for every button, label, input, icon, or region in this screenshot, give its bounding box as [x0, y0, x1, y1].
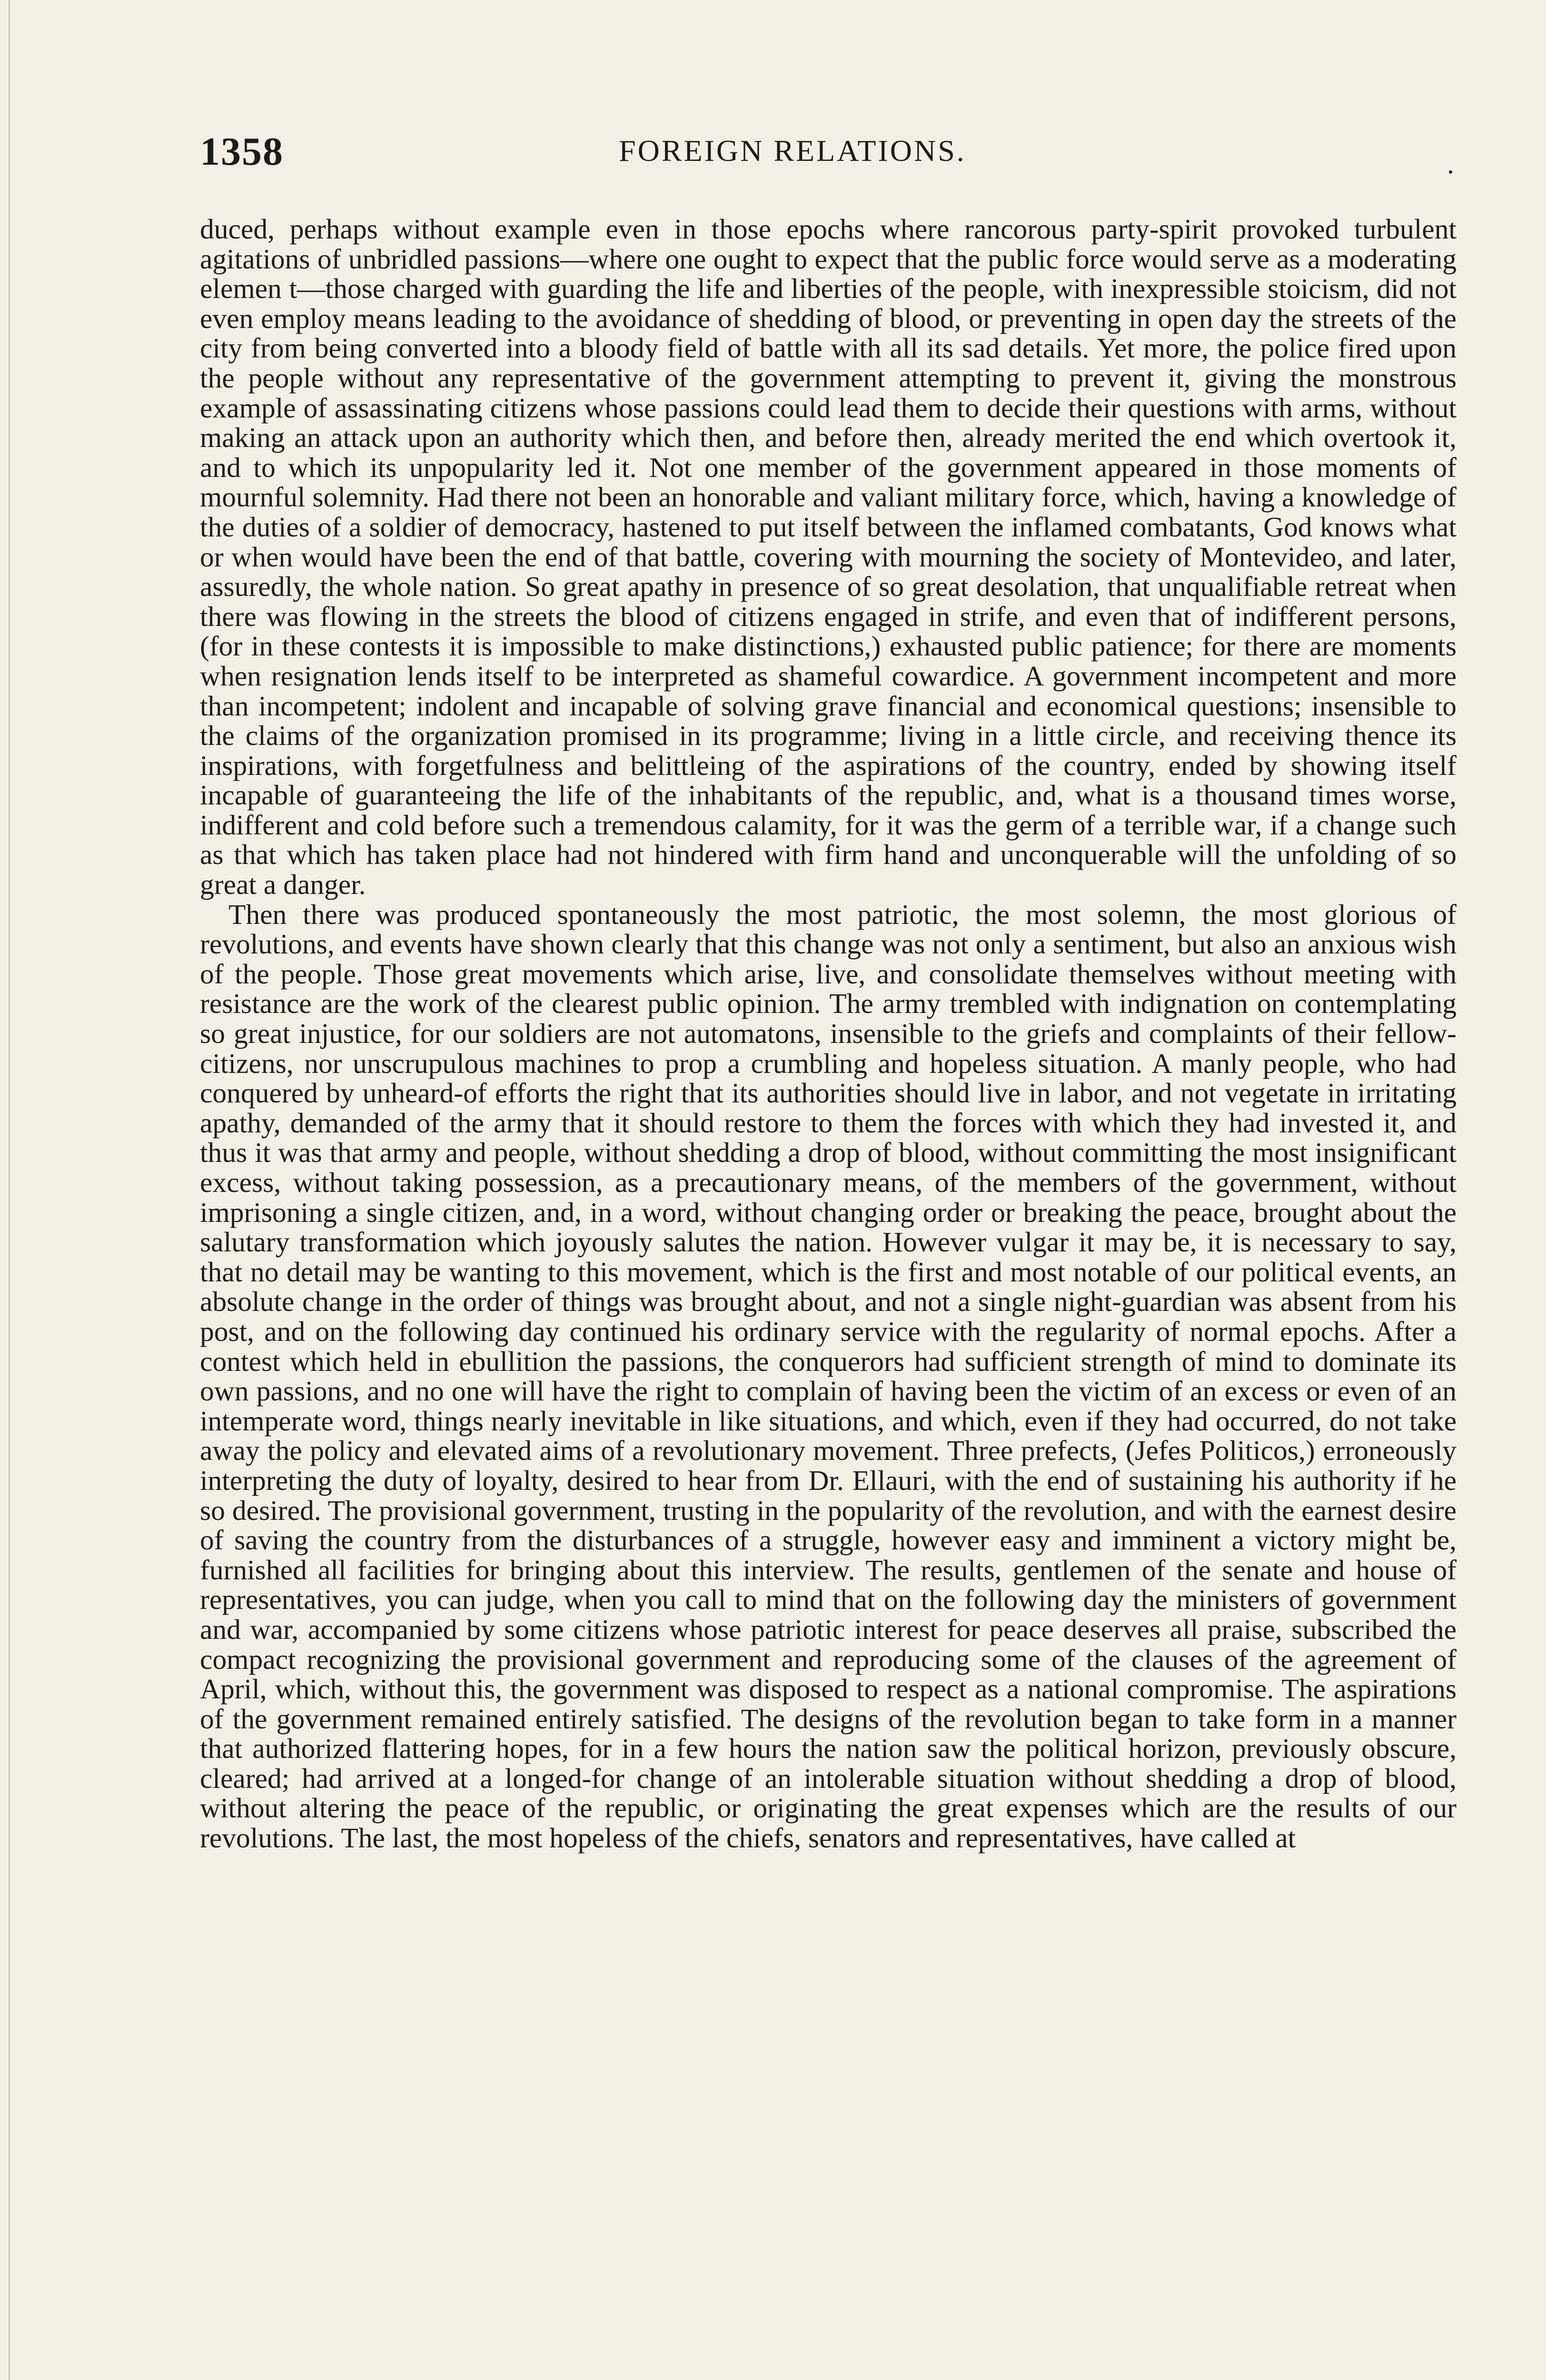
- body-paragraph: duced, perhaps without example even in those epochs where rancorous party-spirit provoked turbulent agitations of unbridled passions—where one ought to expect that the public force would serve as a moderating elemen t—those charged with guarding the life and liberties of the people, with inexpressible stoicism, did not even employ means leading to the avoidance of shedding of blood, or preventing in open day the streets of the city from being converted into a bloody field of battle with all its sad details. Yet more, the police fired upon the people without any representative of the government attempting to prevent it, giving the monstrous example of assassinating citizens whose passions could lead them to decide their questions with arms, without making an attack upon an authority which then, and before then, already merited the end which overtook it, and to which its unpopularity led it. Not one member of the government appeared in those moments of mournful solemnity. Had there not been an honorable and valiant military force, which, having a knowledge of the duties of a soldier of democracy, hastened to put itself between the inflamed combatants, God knows what or when would have been the end of that battle, covering with mourning the society of Montevideo, and later, assuredly, the whole nation. So great apathy in presence of so great desolation, that unqualifiable retreat when there was flowing in the streets the blood of citizens engaged in strife, and even that of indifferent persons, (for in these contests it is impossible to make distinctions,) exhausted public patience; for there are moments when resignation lends itself to be interpreted as shameful cowardice. A government incompetent and more than incompetent; indolent and incapable of solving grave financial and economical questions; insensible to the claims of the organization promised in its programme; living in a little circle, and receiving thence its inspirations, with forgetfulness and belittleing of the aspirations of the country, ended by showing itself incapable of guaranteeing the life of the inhabitants of the republic, and, what is a thousand times worse, indifferent and cold before such a tremendous calamity, for it was the germ of a terrible war, if a change such as that which has taken place had not hindered with firm hand and unconquerable will the unfolding of so great a danger.: [200, 213, 1457, 901]
- header-page-number: 1358: [200, 129, 284, 174]
- header-title: FOREIGN RELATIONS.: [619, 134, 966, 168]
- header-mark: .: [1447, 148, 1454, 179]
- page-edge-rule: [9, 0, 10, 2380]
- body-text: [200, 214, 1457, 1853]
- page-header: [200, 129, 1457, 190]
- body-paragraph: Then there was produced spontaneously the most patriotic, the most solemn, the most glorious of revolutions, and events have shown clearly that this change was not only a sentiment, but also an anxious wish of the people. Those great movements which arise, live, and consolidate themselves without meeting with resistance are the work of the clearest public opinion. The army trembled with indignation on contemplating so great injustice, for our soldiers are not automatons, insensible to the griefs and complaints of their fellow-citizens, nor unscrupulous machines to prop a crumbling and hopeless situation. A manly people, who had conquered by unheard-of efforts the right that its authorities should live in labor, and not vegetate in irritating apathy, demanded of the army that it should restore to them the forces with which they had invested it, and thus it was that army and people, without shedding a drop of blood, without committing the most insignificant excess, without taking possession, as a precautionary means, of the members of the government, without imprisoning a single citizen, and, in a word, without changing order or breaking the peace, brought about the salutary transformation which joyously salutes the nation. However vulgar it may be, it is necessary to say, that no detail may be wanting to this movement, which is the first and most notable of our political events, an absolute change in the order of things was brought about, and not a single night-guardian was absent from his post, and on the following day continued his ordinary service with the regularity of normal epochs. After a contest which held in ebullition the passions, the conquerors had sufficient strength of mind to dominate its own passions, and no one will have the right to complain of having been the victim of an excess or even of an intemperate word, things nearly inevitable in like situations, and which, even if they had occurred, do not take away the policy and elevated aims of a revolutionary movement. Three prefects, (Jefes Politicos,) erroneously interpreting the duty of loyalty, desired to hear from Dr. Ellauri, with the end of sustaining his authority if he so desired. The provisional government, trusting in the popularity of the revolution, and with the earnest desire of saving the country from the disturbances of a struggle, however easy and imminent a victory might be, furnished all facilities for bringing about this interview. The results, gentlemen of the senate and house of representatives, you can judge, when you call to mind that on the following day the ministers of government and war, accompanied by some citizens whose patriotic interest for peace deserves all praise, subscribed the compact recognizing the provisional government and reproducing some of the clauses of the agreement of April, which, without this, the government was disposed to respect as a national compromise. The aspirations of the government remained entirely satisfied. The designs of the revolution began to take form in a manner that authorized flattering hopes, for in a few hours the nation saw the political horizon, previously obscure, cleared; had arrived at a longed-for change of an intolerable situation without shedding a drop of blood, without altering the peace of the republic, or originating the great expenses which are the results of our revolutions. The last, the most hopeless of the chiefs, senators and representatives, have called at: [200, 898, 1457, 1854]
